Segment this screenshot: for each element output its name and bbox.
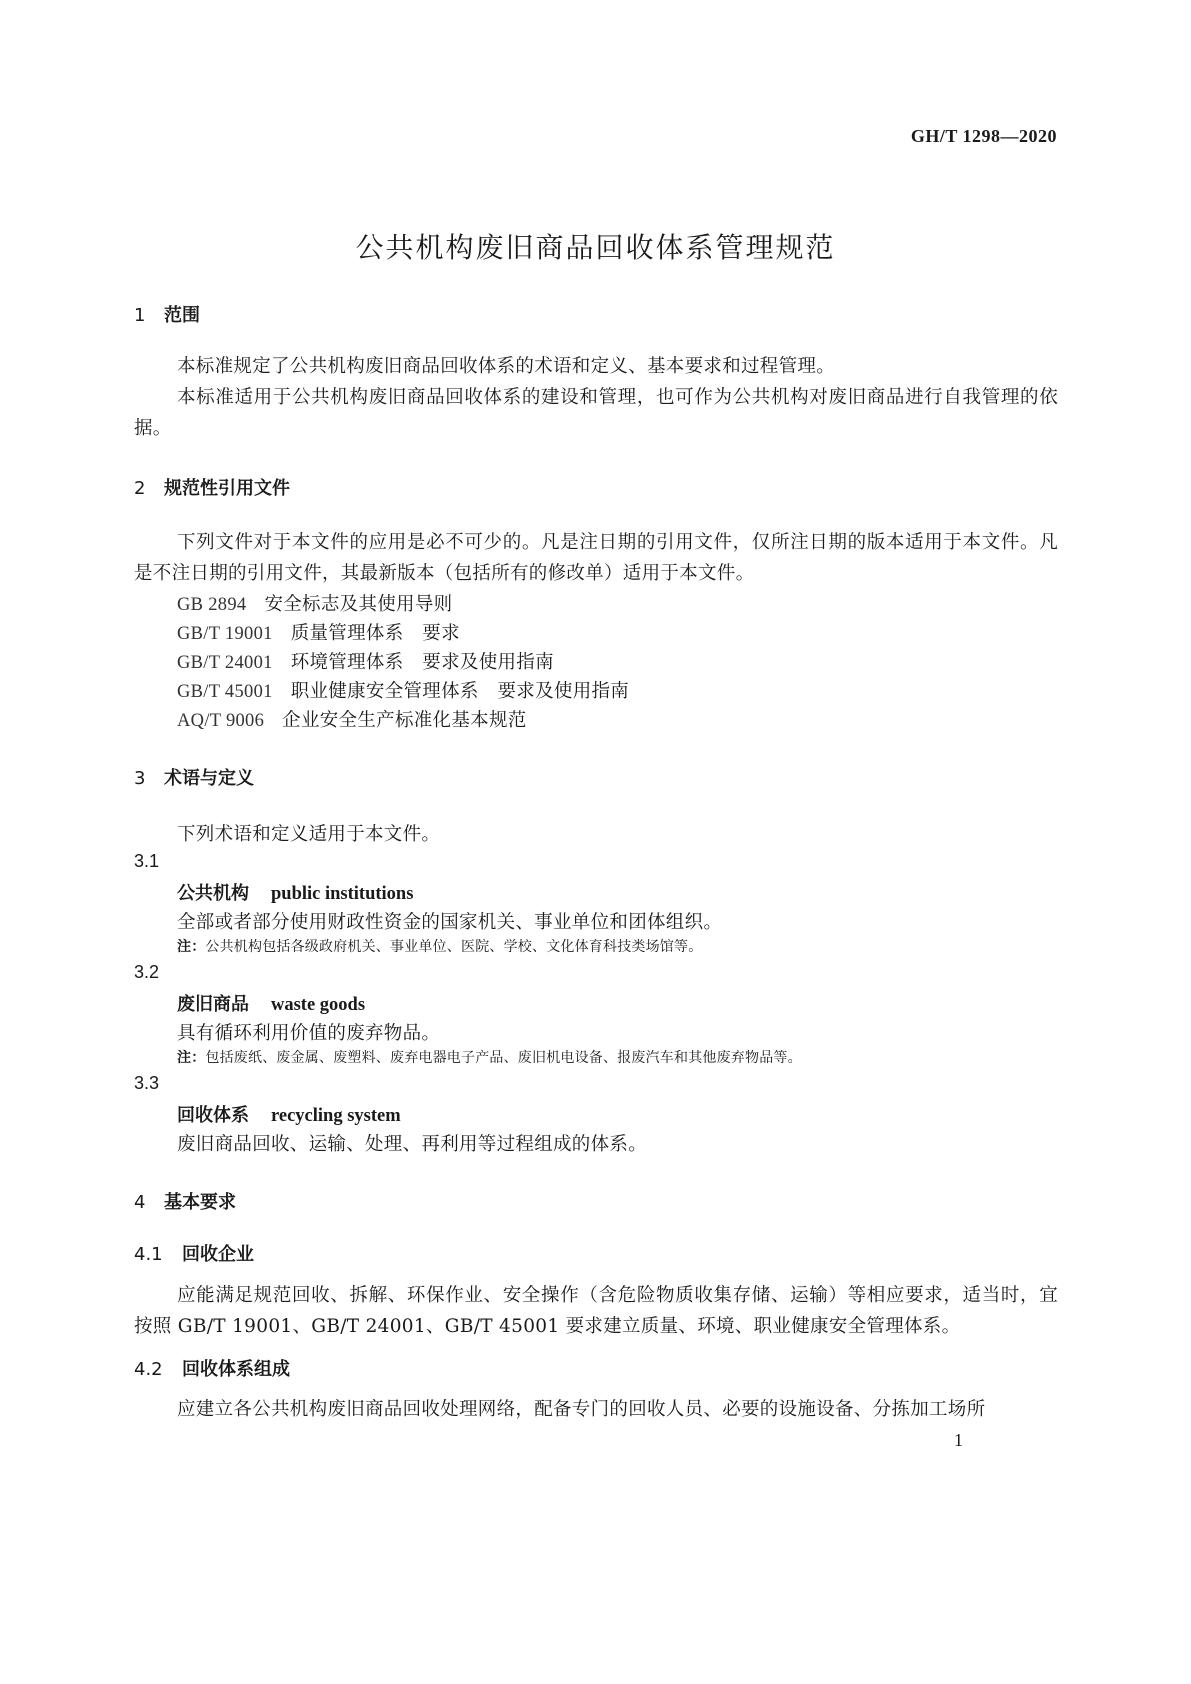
reference-title: 环境管理体系 要求及使用指南: [290, 652, 554, 673]
term-english: waste goods: [271, 995, 366, 1015]
reference-item: [177, 619, 460, 645]
term-note: [177, 1047, 802, 1067]
term-heading: [177, 1101, 401, 1127]
section-number: 3: [134, 768, 146, 789]
section-3-intro: 下列术语和定义适用于本文件。: [177, 824, 441, 845]
reference-code: GB 2894: [177, 595, 247, 615]
note-label: 注：: [177, 1050, 206, 1066]
note-label: 注：: [177, 939, 206, 955]
page-title: 公共机构废旧商品回收体系管理规范: [355, 231, 836, 264]
reference-code: GB/T 19001: [177, 624, 273, 644]
reference-code: GB/T 45001: [177, 682, 273, 702]
section-title: 规范性引用文件: [164, 478, 290, 499]
subsection-number: 4.1: [134, 1244, 163, 1265]
term-number: 3.2: [134, 962, 160, 982]
term-number: 3.3: [134, 1073, 160, 1093]
section-2-heading: [134, 474, 290, 500]
document-code: GH/T 1298—2020: [910, 126, 1057, 146]
term-chinese: 回收体系: [177, 1105, 249, 1126]
reference-code: GB/T 24001: [177, 653, 273, 673]
reference-item: [177, 648, 554, 674]
note-text: 包括废纸、废金属、废塑料、废弃电器电子产品、废旧机电设备、报废汽车和其他废弃物品等。: [205, 1050, 802, 1066]
reference-title: 企业安全生产标准化基本规范: [282, 710, 527, 731]
term-definition: 全部或者部分使用财政性资金的国家机关、事业单位和团体组织。: [177, 912, 723, 933]
reference-item: [177, 590, 452, 616]
reference-title: 质量管理体系 要求: [290, 623, 460, 644]
section-number: 1: [134, 305, 146, 326]
section-2-paragraph: 下列文件对于本文件的应用是必不可少的。凡是注日期的引用文件，仅所注日期的版本适用于本文件。凡是不注日期的引用文件，其最新版本（包括所有的修改单）适用于本文件。: [134, 532, 1058, 584]
section-1-paragraph-1: 本标准规定了公共机构废旧商品回收体系的术语和定义、基本要求和过程管理。: [177, 356, 836, 377]
term-english: recycling system: [271, 1106, 401, 1126]
section-4-heading: [134, 1188, 236, 1214]
term-heading: [177, 879, 413, 905]
subsection-4-1-paragraph: 应能满足规范回收、拆解、环保作业、安全操作（含危险物质收集存储、运输）等相应要求，适当时，宜按照 GB/T 19001、GB/T 24001、GB/T 45001 要求建立质量、环境、职业健康安全管理体系。: [134, 1285, 1058, 1337]
reference-title: 职业健康安全管理体系 要求及使用指南: [290, 681, 630, 702]
section-title: 范围: [164, 305, 200, 326]
term-note: [177, 936, 702, 956]
reference-item: [177, 677, 629, 703]
reference-item: [177, 706, 527, 732]
term-english: public institutions: [271, 884, 414, 904]
subsection-4-2-paragraph: 应建立各公共机构废旧商品回收处理网络，配备专门的回收人员、必要的设施设备、分拣加工场所: [177, 1399, 986, 1420]
subsection-number: 4.2: [134, 1359, 163, 1380]
subsection-4-2-heading: [134, 1355, 290, 1381]
subsection-title: 回收企业: [182, 1244, 254, 1265]
page-number: 1: [954, 1430, 963, 1450]
term-definition: 废旧商品回收、运输、处理、再利用等过程组成的体系。: [177, 1134, 648, 1155]
term-chinese: 废旧商品: [177, 994, 249, 1015]
reference-title: 安全标志及其使用导则: [264, 594, 453, 615]
section-3-heading: [134, 764, 254, 790]
section-1-heading: [134, 301, 200, 327]
section-1-paragraph-2: 本标准适用于公共机构废旧商品回收体系的建设和管理，也可作为公共机构对废旧商品进行自我管理的依据。: [134, 387, 1058, 439]
reference-code: AQ/T 9006: [177, 711, 265, 731]
section-title: 术语与定义: [164, 768, 254, 789]
term-number: 3.1: [134, 851, 160, 871]
term-definition: 具有循环利用价值的废弃物品。: [177, 1023, 441, 1044]
note-text: 公共机构包括各级政府机关、事业单位、医院、学校、文化体育科技类场馆等。: [205, 939, 703, 955]
term-heading: [177, 990, 365, 1016]
section-title: 基本要求: [164, 1192, 236, 1213]
section-number: 4: [134, 1192, 146, 1213]
subsection-title: 回收体系组成: [182, 1359, 290, 1380]
subsection-4-1-heading: [134, 1240, 254, 1266]
section-number: 2: [134, 478, 146, 499]
term-chinese: 公共机构: [177, 883, 249, 904]
